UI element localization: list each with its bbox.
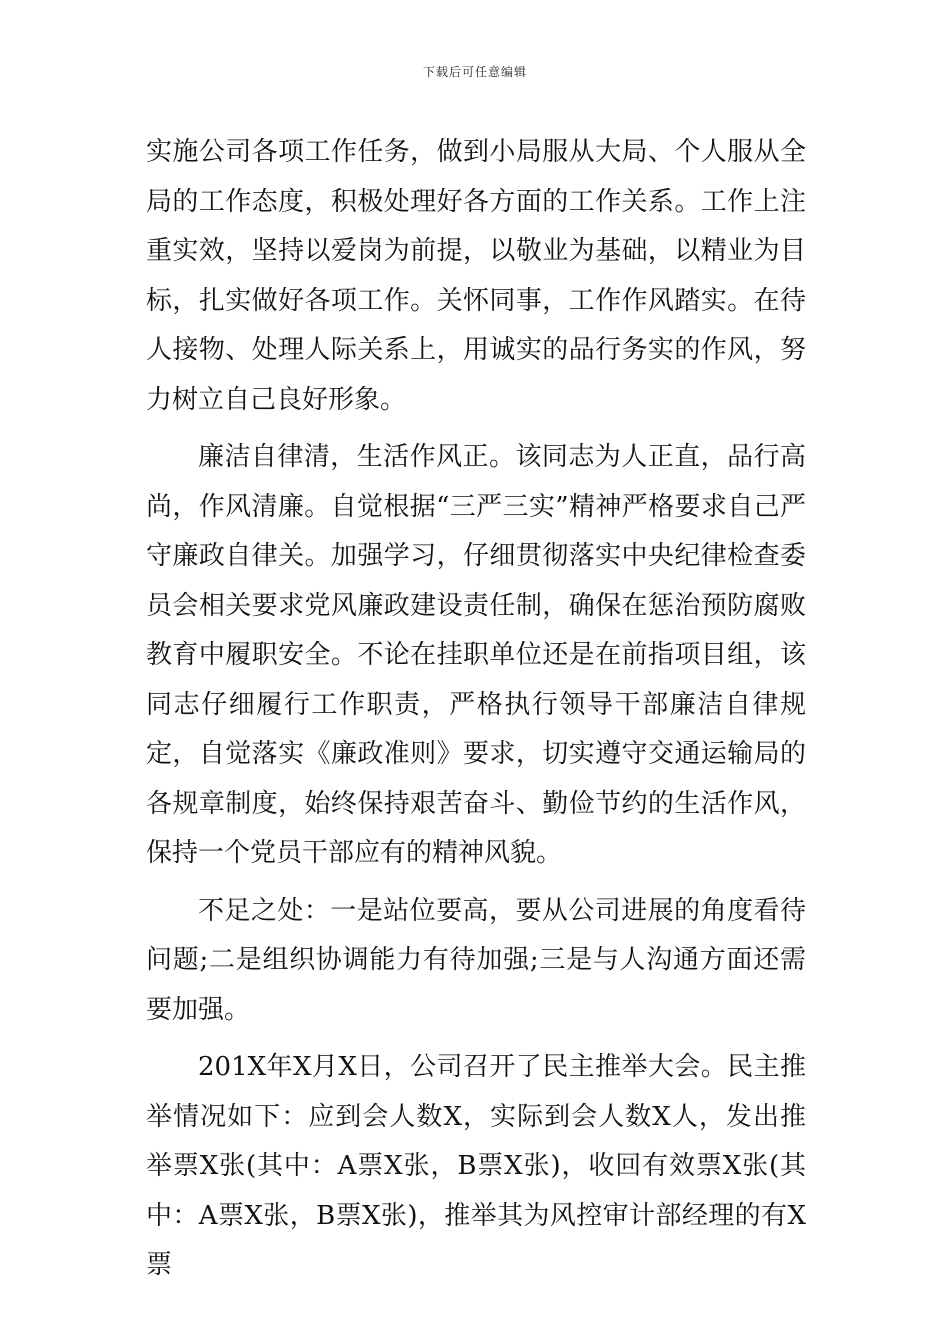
page-header: 下载后可任意编辑 (422, 65, 527, 79)
paragraph-integrity: 廉洁自律清，生活作风正。该同志为人正直，品行高尚，作风清廉。自觉根据“三严三实”精神严格要求自己严守廉政自律关。加强学习，仔细贯彻落实中央纪律检查委员会相关要求党风廉政建设责任制，确保在惩治预防腐败教育中履职安全。不论在挂职单位还是在前指项目组，该同志仔细履行工作职责，严格执行领导干部廉洁自律规定，自觉落实《廉政准则》要求，切实遵守交通运输局的各规章制度，始终保持艰苦奋斗、勤俭节约的生活作风，保持一个党员干部应有的精神风貌。 (146, 442, 806, 868)
paragraph-continuation: 实施公司各项工作任务，做到小局服从大局、个人服从全局的工作态度，积极处理好各方面的工作关系。工作上注重实效，坚持以爱岗为前提，以敬业为基础，以精业为目标，扎实做好各项工作。关怀同事，工作作风踏实。在待人接物、处理人际关系上，用诚实的品行务实的作风，努力树立自己良好形象。 (146, 137, 806, 415)
paragraph-shortcomings: 不足之处：一是站位要高，要从公司进展的角度看待问题;二是组织协调能力有待加强;三是与人沟通方面还需要加强。 (146, 895, 806, 1025)
paragraph-election: 201X年X月X日，公司召开了民主推举大会。民主推举情况如下：应到会人数X，实际到会人数X人，发出推举票X张(其中：A票X张，B票X张)，收回有效票X张(其中：A票X张，B票X张)，推举其为风控审计部经理的有X票 (146, 1052, 806, 1280)
document-body (146, 128, 806, 1299)
